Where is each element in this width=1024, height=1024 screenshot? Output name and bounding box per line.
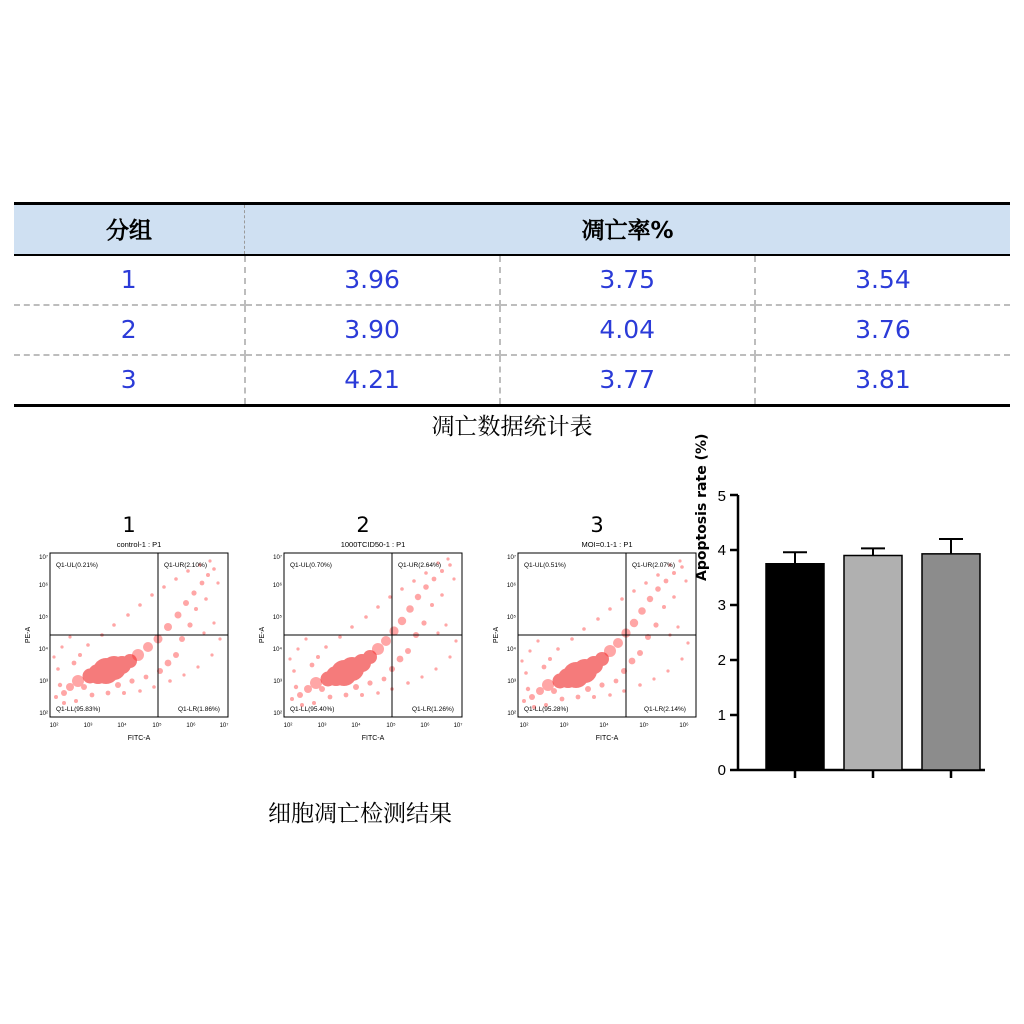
- flow-ytick-2-1: 10³: [273, 679, 282, 685]
- flow-ytick-1-1: 10³: [39, 679, 48, 685]
- cell-r3-v3: 3.81: [755, 355, 1010, 406]
- flow-xtick-3-3: 10⁵: [639, 723, 649, 729]
- quadrant-label-ll-3: Q1-LL(95.28%): [524, 706, 569, 713]
- flow-xtick-1-5: 10⁷: [219, 723, 229, 729]
- flow-xlabel-3: FITC-A: [595, 735, 619, 742]
- bar-ytick-2: 2: [717, 652, 726, 669]
- quadrant-label-ur-2: Q1-UR(2.64%): [398, 562, 441, 569]
- flow-xtick-1-4: 10⁶: [186, 723, 196, 729]
- bar-ytick-0: 0: [717, 762, 726, 779]
- flow-ytick-1-2: 10⁴: [38, 647, 48, 653]
- flow-xlabel-2: FITC-A: [361, 735, 385, 742]
- quadrant-label-ur-3: Q1-UR(2.07%): [632, 562, 675, 569]
- flow-ytick-3-5: 10⁷: [507, 555, 516, 561]
- flow-ytick-3-4: 10⁶: [506, 583, 516, 589]
- flow-ytick-2-2: 10⁴: [272, 647, 282, 653]
- flow-xtick-2-0: 10²: [283, 723, 293, 729]
- flow-ytick-2-4: 10⁶: [272, 583, 282, 589]
- flow-plot-svg-2: [252, 535, 474, 753]
- bar-chart-ylabel: Apoptosis rate (%): [694, 433, 710, 581]
- quadrant-label-ll-2: Q1-LL(95.40%): [290, 706, 335, 713]
- quadrant-label-lr-1: Q1-LR(1.86%): [178, 706, 220, 713]
- flow-plot-svg-1: [18, 535, 240, 753]
- flow-ylabel-3: PE-A: [493, 626, 500, 644]
- flow-events-3: [520, 559, 689, 709]
- flow-xtick-3-4: 10⁶: [679, 723, 689, 729]
- flow-ytick-1-5: 10⁷: [39, 555, 48, 561]
- column-header-group: 分组: [14, 204, 245, 256]
- flow-panel-1: [18, 513, 240, 753]
- flow-xtick-2-1: 10³: [317, 723, 327, 729]
- quadrant-label-lr-3: Q1-LR(2.14%): [644, 706, 686, 713]
- table-header: [14, 204, 1010, 256]
- table-row: [14, 305, 1010, 355]
- cell-group-1: 1: [14, 255, 245, 305]
- flow-xtick-1-2: 10⁴: [117, 723, 127, 729]
- table-row: [14, 355, 1010, 406]
- quadrant-label-ul-1: Q1-UL(0.21%): [56, 562, 98, 569]
- flow-xtick-2-5: 10⁷: [453, 723, 463, 729]
- flow-ytick-3-0: 10²: [507, 711, 516, 717]
- quadrant-label-ul-2: Q1-UL(0.70%): [290, 562, 332, 569]
- flow-ytick-2-0: 10²: [273, 711, 282, 717]
- flow-ytick-2-3: 10⁵: [272, 615, 282, 621]
- bar-ytick-3: 3: [717, 597, 726, 614]
- flow-ytick-3-2: 10⁴: [506, 647, 516, 653]
- cell-group-3: 3: [14, 355, 245, 406]
- flow-ytick-3-1: 10³: [507, 679, 516, 685]
- flow-ytick-1-0: 10²: [39, 711, 48, 717]
- flow-xlabel-1: FITC-A: [127, 735, 151, 742]
- cell-r1-v3: 3.54: [755, 255, 1010, 305]
- bar-ytick-1: 1: [717, 707, 726, 724]
- flow-events-1: [52, 559, 221, 705]
- cell-r2-v2: 4.04: [500, 305, 755, 355]
- cell-r3-v1: 4.21: [245, 355, 500, 406]
- table-caption: 凋亡数据统计表: [431, 414, 593, 440]
- flow-ytick-1-4: 10⁶: [38, 583, 48, 589]
- flow-ytick-3-3: 10⁵: [506, 615, 516, 621]
- flow-plot-2: [252, 535, 474, 753]
- flow-plot-1: [18, 535, 240, 753]
- flow-plot-svg-3: [486, 535, 708, 753]
- table-body: [14, 255, 1010, 406]
- cell-r1-v2: 3.75: [500, 255, 755, 305]
- flow-xtick-2-2: 10⁴: [351, 723, 361, 729]
- cell-r3-v2: 3.77: [500, 355, 755, 406]
- panel-number-3: 3: [590, 513, 604, 537]
- cell-r1-v1: 3.96: [245, 255, 500, 305]
- apoptosis-table-container: [14, 202, 1010, 407]
- cell-group-2: 2: [14, 305, 245, 355]
- table-row: [14, 255, 1010, 305]
- bar-group-1: [766, 564, 824, 770]
- flow-xtick-3-2: 10⁴: [599, 723, 609, 729]
- apoptosis-table: [14, 202, 1010, 407]
- flow-title-1: control-1 : P1: [116, 540, 162, 549]
- bar-ytick-4: 4: [717, 542, 726, 559]
- bar-ytick-5: 5: [717, 488, 726, 505]
- bar-group-2: [844, 556, 902, 771]
- flow-plot-3: [486, 535, 708, 753]
- quadrant-label-ur-1: Q1-UR(2.10%): [164, 562, 207, 569]
- bar-chart-svg: [700, 485, 1000, 785]
- flow-panel-3: [486, 513, 708, 753]
- cell-r2-v1: 3.90: [245, 305, 500, 355]
- cell-r2-v3: 3.76: [755, 305, 1010, 355]
- flow-caption: 细胞凋亡检测结果: [268, 801, 452, 827]
- flow-ylabel-2: PE-A: [259, 626, 266, 644]
- flow-xtick-1-3: 10⁵: [152, 723, 162, 729]
- flow-events-2: [288, 557, 457, 707]
- quadrant-label-ul-3: Q1-UL(0.51%): [524, 562, 566, 569]
- bar-group-3: [922, 554, 980, 770]
- flow-ytick-2-5: 10⁷: [273, 555, 282, 561]
- quadrant-label-lr-2: Q1-LR(1.26%): [412, 706, 454, 713]
- flow-xtick-2-3: 10⁵: [386, 723, 396, 729]
- table-header-row: [14, 204, 1010, 256]
- flow-xtick-1-1: 10³: [83, 723, 93, 729]
- flow-xtick-1-0: 10²: [49, 723, 59, 729]
- flow-ylabel-1: PE-A: [25, 626, 32, 644]
- flow-title-3: MOI=0.1-1 : P1: [581, 540, 633, 549]
- panel-number-2: 2: [356, 513, 370, 537]
- column-header-apoptosis-rate: 凋亡率%: [245, 204, 1011, 256]
- flow-xtick-2-4: 10⁶: [420, 723, 430, 729]
- panel-number-1: 1: [122, 513, 136, 537]
- flow-xtick-3-0: 10²: [519, 723, 529, 729]
- flow-title-2: 1000TCID50-1 : P1: [340, 540, 406, 549]
- flow-ytick-1-3: 10⁵: [38, 615, 48, 621]
- flow-panel-2: [252, 513, 474, 753]
- flow-cytometry-panels: [10, 485, 700, 765]
- quadrant-label-ll-1: Q1-LL(95.83%): [56, 706, 101, 713]
- flow-xtick-3-1: 10³: [559, 723, 569, 729]
- apoptosis-bar-chart: [694, 433, 1000, 785]
